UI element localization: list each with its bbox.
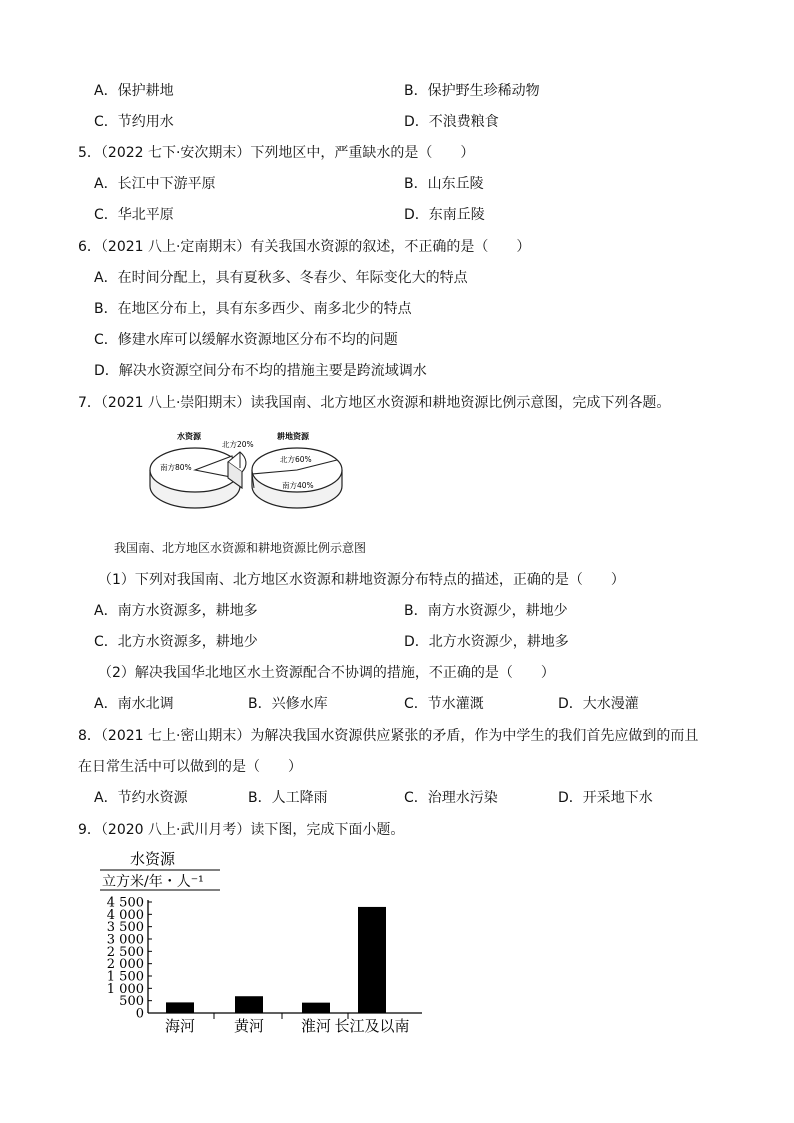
y-tick-label: 4 000 bbox=[106, 907, 144, 923]
q7-sub2-option-c: C．节水灌溉 bbox=[404, 696, 484, 712]
q6-option-c: C．修建水库可以缓解水资源地区分布不均的问题 bbox=[94, 332, 398, 348]
q8-option-a: A．节约水资源 bbox=[94, 790, 188, 806]
q7-sub2-option-a: A．南水北调 bbox=[94, 696, 174, 712]
arable-land-pie bbox=[252, 431, 342, 508]
chart-title: 水资源 bbox=[130, 850, 176, 868]
chart-ylabel: 立方米/年・人⁻¹ bbox=[102, 874, 204, 890]
q8-option-c: C．治理水污染 bbox=[404, 790, 498, 806]
q4-option-d: D．不浪费粮食 bbox=[404, 114, 499, 130]
land-pie-north-label: 北方60% bbox=[280, 455, 312, 464]
y-tick-label: 500 bbox=[119, 994, 144, 1010]
q7-sub1-option-b: B．南方水资源少，耕地少 bbox=[404, 603, 568, 619]
q5-option-d: D．东南丘陵 bbox=[404, 207, 485, 223]
q4-option-a: A．保护耕地 bbox=[94, 83, 174, 99]
water-pie-north-label: 北方20% bbox=[222, 440, 254, 449]
q7-sub2-stem: （2）解决我国华北地区水土资源配合不协调的措施，不正确的是（ ） bbox=[98, 665, 555, 681]
y-tick-label: 1 500 bbox=[106, 969, 144, 985]
bar bbox=[358, 907, 386, 1013]
q5-stem: 5．（2022 七下·安次期末）下列地区中，严重缺水的是（ ） bbox=[78, 145, 475, 161]
q7-sub2-option-b: B．兴修水库 bbox=[248, 696, 328, 712]
water-pie-south-label: 南方80% bbox=[160, 463, 192, 472]
y-tick-label: 4 500 bbox=[106, 895, 144, 911]
q9-stem: 9．（2020 八上·武川月考）读下图，完成下面小题。 bbox=[78, 822, 405, 838]
q7-stem: 7．（2021 八上·崇阳期末）读我国南、北方地区水资源和耕地资源比例示意图，完成下列各题。 bbox=[78, 395, 671, 411]
category-label: 淮河 bbox=[300, 1017, 332, 1035]
q7-sub1-option-d: D．北方水资源少，耕地多 bbox=[404, 634, 569, 650]
category-label: 长江及以南 bbox=[334, 1017, 410, 1035]
q7-pie-figure bbox=[140, 422, 380, 522]
y-tick-label: 3 500 bbox=[106, 920, 144, 936]
bar bbox=[235, 996, 263, 1013]
water-pie-title: 水资源 bbox=[177, 432, 201, 441]
y-tick-label: 2 000 bbox=[106, 957, 144, 973]
q7-figure-caption: 我国南、北方地区水资源和耕地资源比例示意图 bbox=[114, 541, 367, 555]
q7-sub1-stem: （1）下列对我国南、北方地区水资源和耕地资源分布特点的描述，正确的是（ ） bbox=[98, 572, 625, 588]
q4-option-c: C．节约用水 bbox=[94, 114, 174, 130]
y-tick-label: 1 000 bbox=[106, 981, 144, 997]
chart-bars bbox=[166, 907, 386, 1013]
q8-stem-line1: 8．（2021 七上·密山期末）为解决我国水资源供应紧张的矛盾，作为中学生的我们首先应做到的而且 bbox=[78, 728, 699, 744]
water-resource-bar-chart bbox=[92, 848, 432, 1038]
q5-option-c: C．华北平原 bbox=[94, 207, 174, 223]
chart-category-labels bbox=[165, 1013, 410, 1035]
q8-stem-line2: 在日常生活中可以做到的是（ ） bbox=[78, 759, 302, 775]
q6-stem: 6．（2021 八上·定南期末）有关我国水资源的叙述，不正确的是（ ） bbox=[78, 239, 531, 255]
y-tick-label: 3 000 bbox=[106, 932, 144, 948]
bar bbox=[166, 1002, 194, 1013]
q7-sub1-option-c: C．北方水资源多，耕地少 bbox=[94, 634, 258, 650]
q5-option-a: A．长江中下游平原 bbox=[94, 176, 216, 192]
y-tick-label: 2 500 bbox=[106, 944, 144, 960]
q8-option-b: B．人工降雨 bbox=[248, 790, 328, 806]
q6-option-a: A．在时间分配上，具有夏秋多、冬春少、年际变化大的特点 bbox=[94, 270, 468, 286]
category-label: 海河 bbox=[164, 1017, 196, 1035]
y-tick-label: 0 bbox=[135, 1006, 144, 1022]
bar bbox=[302, 1003, 330, 1013]
land-pie-south-label: 南方40% bbox=[282, 481, 314, 490]
q7-sub2-option-d: D．大水漫灌 bbox=[558, 696, 639, 712]
category-label: 黄河 bbox=[233, 1017, 265, 1035]
land-pie-title: 耕地资源 bbox=[277, 432, 309, 441]
water-resource-pie bbox=[150, 431, 254, 508]
q6-option-b: B．在地区分布上，具有东多西少、南多北少的特点 bbox=[94, 301, 412, 317]
q8-option-d: D．开采地下水 bbox=[558, 790, 653, 806]
q5-option-b: B．山东丘陵 bbox=[404, 176, 484, 192]
chart-ticks bbox=[107, 896, 152, 1022]
q6-option-d: D．解决水资源空间分布不均的措施主要是跨流域调水 bbox=[94, 363, 427, 379]
q4-option-b: B．保护野生珍稀动物 bbox=[404, 83, 540, 99]
q7-sub1-option-a: A．南方水资源多，耕地多 bbox=[94, 603, 258, 619]
